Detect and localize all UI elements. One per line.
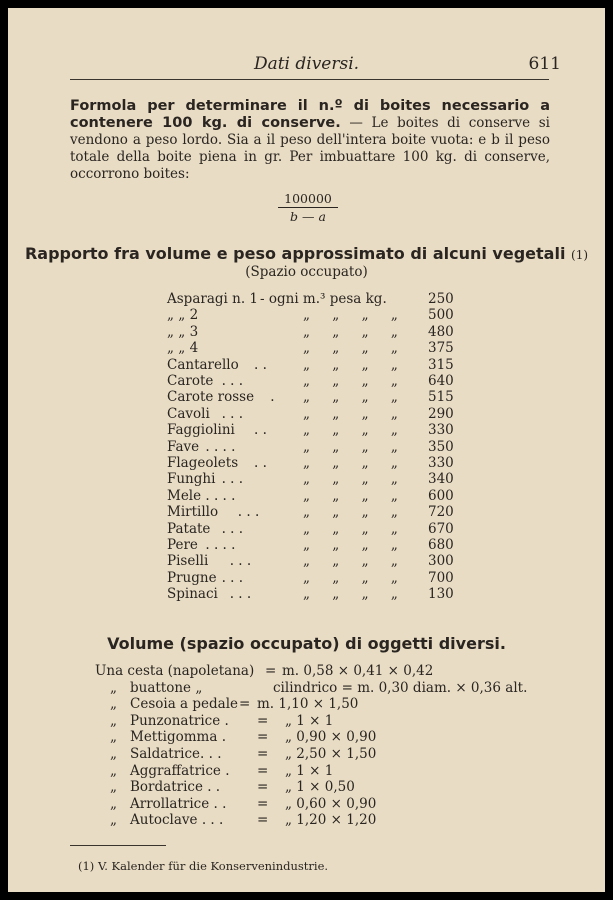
- equals-sign: =: [239, 696, 251, 713]
- vegetable-name: Prugne: [167, 569, 217, 586]
- table-row: [8, 357, 605, 373]
- table-row: [8, 763, 605, 779]
- dimension-value: „ 1 × 0,50: [285, 779, 355, 796]
- equals-sign: =: [257, 712, 269, 729]
- dimension-value: m. 0,58 × 0,41 × 0,42: [282, 663, 434, 679]
- table-row: [8, 570, 605, 586]
- section1-subtitle: (Spazio occupato): [245, 264, 368, 280]
- leader-dots: . . .: [221, 520, 244, 537]
- header-rule: [70, 79, 549, 80]
- weight-value: 500: [428, 307, 454, 324]
- footnote: (1) V. Kalender für die Konservenindustrie.: [78, 859, 329, 873]
- weight-value: 130: [428, 586, 454, 603]
- weight-value: 340: [428, 471, 454, 488]
- vegetable-name: Flageolets: [167, 455, 239, 471]
- ditto-mark: „: [110, 679, 117, 696]
- ditto-mark: „: [110, 779, 117, 796]
- table-row: [8, 488, 605, 504]
- vegetable-name: Carote rosse: [167, 389, 255, 406]
- table-row: [8, 663, 605, 679]
- leader-dots: . . . .: [205, 487, 236, 504]
- object-name: Punzonatrice .: [130, 712, 229, 729]
- leader-dots: . . .: [221, 373, 244, 389]
- ditto-mark: „: [110, 696, 117, 713]
- vegetable-name: Mele: [167, 487, 202, 504]
- table-row: [8, 340, 605, 356]
- vegetable-name: Spinaci: [167, 586, 218, 603]
- weight-value: 250: [428, 291, 454, 307]
- object-name: Aggraffatrice .: [130, 762, 230, 779]
- weight-value: 300: [428, 553, 454, 570]
- ditto-marks: „ „ „ „: [303, 569, 398, 586]
- ditto-mark: „: [110, 746, 117, 762]
- weight-value: 290: [428, 405, 454, 422]
- weight-value: 315: [428, 356, 454, 373]
- weight-value: 330: [428, 422, 454, 439]
- object-name: Autoclave . . .: [130, 812, 224, 829]
- ditto-marks: „ „ „ „: [303, 405, 398, 422]
- vegetable-name: Cantarello: [167, 356, 239, 373]
- vegetable-name: Carote: [167, 373, 214, 389]
- leader-dots: . .: [254, 455, 267, 471]
- table-row: [8, 713, 605, 729]
- object-name: Cesoia a pedale: [130, 696, 238, 713]
- table-row: [8, 439, 605, 455]
- ditto-marks: „ „ „ „: [303, 586, 398, 603]
- table-row: [8, 521, 605, 537]
- table-row: [8, 729, 605, 745]
- vegetable-name: Pere: [167, 537, 198, 553]
- ditto-mark: „: [110, 729, 117, 746]
- vegetable-name: Piselli: [167, 553, 209, 570]
- table-row: [8, 389, 605, 405]
- leader-dots: . . .: [237, 504, 260, 521]
- equals-sign: =: [257, 795, 269, 812]
- ditto-marks: „ „ „ „: [303, 520, 398, 537]
- ditto-marks: - ogni m.³ pesa kg.: [260, 291, 387, 307]
- table-row: [8, 586, 605, 602]
- table-row: [8, 553, 605, 569]
- formula-numerator: 100000: [278, 191, 338, 208]
- intro-body: — Le boites di conserve si vendono a peso lordo. Sia a il peso dell'intera boite vuota: e b il peso totale della boite piena in gr. Per imbuattare 100 kg. di conserve, occorrono boites:: [70, 115, 550, 182]
- ditto-marks: „ „ „ „: [303, 373, 398, 389]
- ditto-marks: „ „ „ „: [303, 438, 398, 455]
- table-row: [8, 455, 605, 471]
- equals-sign: =: [257, 746, 269, 762]
- object-name: Bordatrice . .: [130, 779, 221, 796]
- table-row: [8, 796, 605, 812]
- formula-denominator: b — a: [290, 209, 326, 224]
- dimension-value: „ 1,20 × 1,20: [285, 812, 377, 829]
- object-name: buattone „: [130, 679, 203, 696]
- section1-title: [8, 244, 605, 263]
- ditto-marks: „ „ „ „: [303, 487, 398, 504]
- object-name: Arrollatrice . .: [130, 795, 227, 812]
- ditto-marks: „ „ „ „: [303, 389, 398, 406]
- weight-value: 720: [428, 504, 454, 521]
- dimension-value: „ 1 × 1: [285, 712, 334, 729]
- dimension-value: „ 1 × 1: [285, 762, 334, 779]
- leader-dots: . . .: [221, 405, 244, 422]
- leader-dots: . .: [254, 422, 267, 439]
- table-row: [8, 471, 605, 487]
- section1-title-text: Rapporto fra volume e peso approssimato di alcuni vegetali: [24, 244, 566, 263]
- intro-heading: Formola per determinare il n.º di boites necessario a contenere 100 kg. di conserve.: [70, 98, 550, 131]
- leader-dots: . . .: [221, 471, 244, 488]
- vegetable-name: Faggiolini: [167, 422, 235, 439]
- weight-value: 375: [428, 340, 454, 357]
- ditto-marks: „ „ „ „: [303, 340, 398, 357]
- object-name: Una cesta (napoletana): [95, 663, 255, 679]
- ditto-mark: „: [110, 762, 117, 779]
- equals-sign: =: [265, 663, 277, 679]
- table-row: [8, 779, 605, 795]
- table-row: [8, 307, 605, 323]
- vegetable-name: „ „ 4: [167, 340, 199, 357]
- table-row: [8, 406, 605, 422]
- object-name: Mettigomma .: [130, 729, 226, 746]
- weight-value: 670: [428, 520, 454, 537]
- ditto-marks: „ „ „ „: [303, 323, 398, 340]
- table-row: [8, 373, 605, 389]
- table-row: [8, 680, 605, 696]
- ditto-marks: „ „ „ „: [303, 356, 398, 373]
- equals-sign: =: [257, 762, 269, 779]
- ditto-mark: „: [110, 712, 117, 729]
- intro-paragraph: [70, 98, 550, 183]
- weight-value: 700: [428, 569, 454, 586]
- leader-dots: . .: [254, 356, 267, 373]
- vegetable-name: Mirtillo: [167, 504, 219, 521]
- leader-dots: . . .: [221, 569, 244, 586]
- equals-sign: =: [257, 812, 269, 829]
- table-row: [8, 504, 605, 520]
- weight-value: 480: [428, 323, 454, 340]
- table-row: [8, 696, 605, 712]
- ditto-marks: „ „ „ „: [303, 471, 398, 488]
- weight-value: 680: [428, 537, 454, 553]
- footnote-ref: (1): [571, 248, 589, 262]
- table-row: [8, 291, 605, 307]
- ditto-marks: „ „ „ „: [303, 307, 398, 324]
- object-name: Saldatrice. . .: [130, 746, 222, 762]
- footnote-rule: [70, 845, 166, 846]
- leader-dots: .: [270, 389, 275, 406]
- table-row: [8, 746, 605, 762]
- book-page: [8, 8, 605, 892]
- leader-dots: . . .: [229, 586, 252, 603]
- leader-dots: . . .: [229, 553, 252, 570]
- ditto-marks: „ „ „ „: [303, 537, 398, 553]
- table-row: [8, 422, 605, 438]
- dimension-value: cilindrico = m. 0,30 diam. × 0,36 alt.: [273, 679, 528, 696]
- dimension-value: „ 0,60 × 0,90: [285, 795, 377, 812]
- leader-dots: . . . .: [205, 537, 236, 553]
- vegetable-name: Patate: [167, 520, 211, 537]
- table-row: [8, 537, 605, 553]
- vegetable-name: „ „ 2: [167, 307, 199, 324]
- weight-value: 600: [428, 487, 454, 504]
- table-row: [8, 324, 605, 340]
- page-number: 611: [528, 54, 561, 74]
- ditto-mark: „: [110, 812, 117, 829]
- ditto-marks: „ „ „ „: [303, 504, 398, 521]
- ditto-marks: „ „ „ „: [303, 553, 398, 570]
- weight-value: 330: [428, 455, 454, 471]
- dimension-value: m. 1,10 × 1,50: [257, 696, 359, 713]
- ditto-mark: „: [110, 795, 117, 812]
- weight-value: 515: [428, 389, 454, 406]
- dimension-value: „ 2,50 × 1,50: [285, 746, 377, 762]
- ditto-marks: „ „ „ „: [303, 422, 398, 439]
- equals-sign: =: [257, 779, 269, 796]
- vegetable-name: Asparagi n. 1: [167, 291, 258, 307]
- weight-value: 640: [428, 373, 454, 389]
- section2-title: Volume (spazio occupato) di oggetti diversi.: [107, 634, 506, 653]
- formula: [278, 191, 338, 224]
- ditto-marks: „ „ „ „: [303, 455, 398, 471]
- weight-value: 350: [428, 438, 454, 455]
- vegetable-name: Fave: [167, 438, 200, 455]
- equals-sign: =: [257, 729, 269, 746]
- leader-dots: . . . .: [205, 438, 236, 455]
- vegetable-name: Cavoli: [167, 405, 210, 422]
- vegetable-name: „ „ 3: [167, 323, 199, 340]
- dimension-value: „ 0,90 × 0,90: [285, 729, 377, 746]
- running-header-title: Dati diversi.: [253, 54, 360, 74]
- table-row: [8, 812, 605, 828]
- vegetable-name: Funghi: [167, 471, 216, 488]
